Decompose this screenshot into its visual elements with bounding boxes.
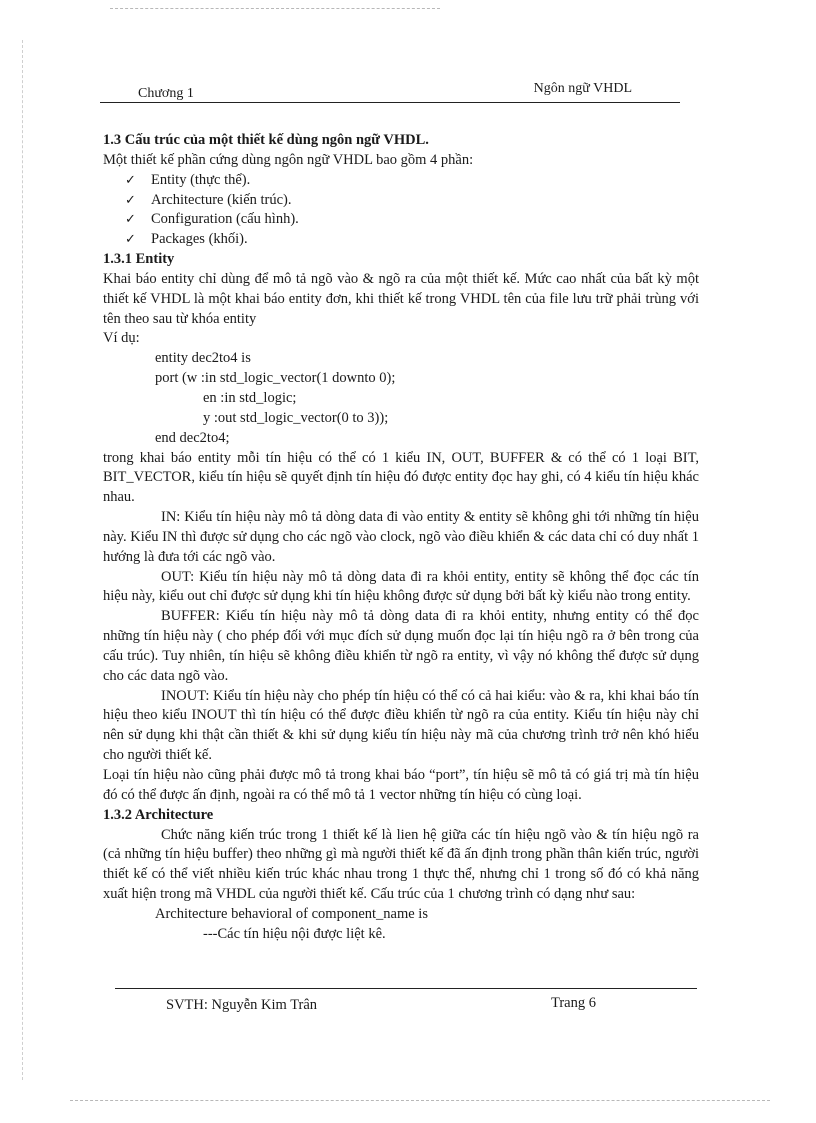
check-icon: ✓: [125, 172, 136, 188]
page-content: [103, 131, 699, 945]
page-header: [100, 80, 680, 103]
list-item: [123, 191, 699, 211]
entity-paragraph: trong khai báo entity mỗi tín hiệu có thể có 1 kiểu IN, OUT, BUFFER & có thể có 1 loại BIT, BIT_VECTOR, kiểu tín hiệu sẽ quyết định tín hiệu đó được entity đọc hay ghi, có 4 kiểu tín hiệu khác nhau.: [103, 449, 699, 506]
list-item: [123, 210, 699, 230]
list-item-label: Entity (thực thể).: [151, 171, 251, 188]
scan-artifact-top: [110, 8, 440, 9]
header-chapter: Chương 1: [138, 86, 194, 101]
code-line: y :out std_logic_vector(0 to 3));: [203, 409, 389, 426]
check-icon: ✓: [125, 232, 136, 248]
list-item-label: Configuration (cấu hình).: [151, 211, 299, 228]
code-line: port (w :in std_logic_vector(1 downto 0);: [155, 370, 396, 387]
footer-page-number: Trang 6: [551, 995, 596, 1011]
code-line: end dec2to4;: [155, 429, 230, 446]
header-subject: Ngôn ngữ VHDL: [533, 81, 632, 96]
footer-rule: [115, 988, 697, 989]
inout-description: INOUT: Kiểu tín hiệu này cho phép tín hiệu có thể có cả hai kiểu: vào & ra, khi khai báo tín hiệu theo kiểu INOUT thì tín hiệu có thể được điều khiển từ ngõ ra của entity. Kiểu tín hiệu này chỉ nên sử dụng khi thật cần thiết & khi sử dụng kiểu tín hiệu này mã của chương trình trở nên khó hiểu cho người thiết kế.: [103, 687, 699, 764]
parts-list: [103, 171, 699, 250]
out-description: OUT: Kiểu tín hiệu này mô tả dòng data đi ra khỏi entity, entity sẽ không thể đọc các tín hiệu này, kiểu out chỉ được sử dụng khi tín hiệu không được sử dụng bởi bất kỳ kiểu nào trong entity.: [103, 568, 699, 605]
architecture-paragraph: Chức năng kiến trúc trong 1 thiết kế là lien hệ giữa các tín hiệu ngõ vào & tín hiệu ngõ ra (cả những tín hiệu buffer) theo những gì mà người thiết kế đã ấn định trong phần thân kiến trúc, người thiết kế có thể viết nhiều kiến trúc khác nhau trong 1 thực thể, nhưng chỉ 1 trong số đó có khả năng xuất hiện trong mã VHDL của người thiết kế. Cấu trúc của 1 chương trình có dạng như sau:: [103, 826, 699, 903]
section-intro: Một thiết kế phần cứng dùng ngôn ngữ VHDL bao gồm 4 phần:: [103, 151, 474, 168]
architecture-heading: 1.3.2 Architecture: [103, 806, 214, 823]
list-item: [123, 171, 699, 191]
code-line: Architecture behavioral of component_name is: [155, 905, 428, 922]
list-item-label: Architecture (kiến trúc).: [151, 191, 292, 208]
section-title: 1.3 Cấu trúc của một thiết kế dùng ngôn ngữ VHDL.: [103, 132, 429, 148]
entity-paragraph: Loại tín hiệu nào cũng phải được mô tả trong khai báo “port”, tín hiệu sẽ mô tả có giá trị mà tín hiệu đó có thể được ấn định, ngoài ra có thể mô tả 1 vector những tín hiệu có cùng loại.: [103, 767, 699, 803]
example-label: Ví dụ:: [103, 330, 140, 347]
scan-artifact-left: [22, 40, 23, 1080]
code-line: en :in std_logic;: [203, 389, 297, 406]
check-icon: ✓: [125, 212, 136, 228]
buffer-description: BUFFER: Kiểu tín hiệu này mô tả dòng data đi ra khỏi entity, nhưng entity có thể đọc những tín hiệu này ( cho phép đối với mục đích sử dụng muốn đọc lại tín hiệu ngõ ra ở bên trong của cấu trúc). Tuy nhiên, tín hiệu sẽ không điều khiển từ ngõ ra entity, vì vậy nó không thể được sử dụng cho các data ngõ vào.: [103, 608, 699, 684]
entity-paragraph: Khai báo entity chỉ dùng để mô tả ngõ vào & ngõ ra của một thiết kế. Mức cao nhất của bất kỳ một thiết kế VHDL là một khai báo entity đơn, khi thiết kế trong VHDL tên của file lưu trữ phải trùng với tên theo sau từ khóa entity: [103, 270, 699, 327]
in-description: IN: Kiểu tín hiệu này mô tả dòng data đi vào entity & entity sẽ không ghi tới những tín hiệu này. Kiểu IN thì được sử dụng cho các ngõ vào clock, ngõ vào điều khiển & các data chỉ có duy nhất 1 hướng là đưa tới các ngõ vào.: [103, 509, 699, 565]
scan-artifact-bottom: [70, 1100, 770, 1101]
footer-author: SVTH: Nguyễn Kim Trân: [166, 997, 318, 1013]
code-line: ---Các tín hiệu nội được liệt kê.: [203, 925, 386, 942]
list-item-label: Packages (khối).: [151, 231, 248, 248]
check-icon: ✓: [125, 192, 136, 208]
entity-heading: 1.3.1 Entity: [103, 251, 175, 268]
code-line: entity dec2to4 is: [155, 350, 251, 367]
list-item: [123, 230, 699, 250]
